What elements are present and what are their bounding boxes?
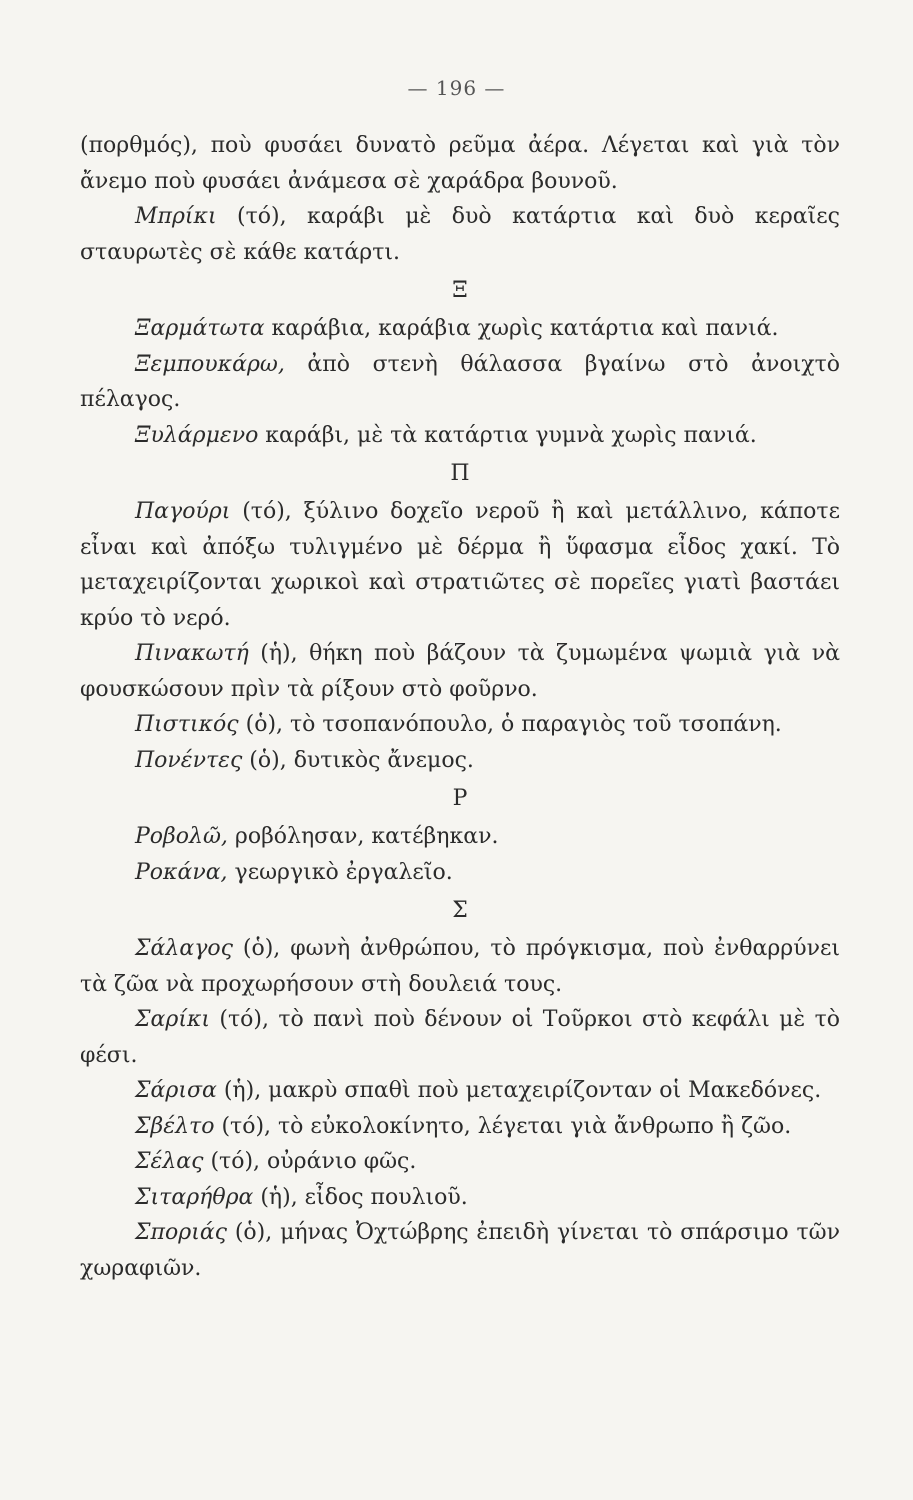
letter-heading: Ξ [452,278,468,303]
entry-term: Σβέλτο [135,1113,215,1139]
entry-definition: (ἡ), θήκη ποὺ βάζουν τὰ ζυμωμένα ψωμιὰ γιὰ νὰ φουσκώσουν πρὶν τὰ ρίξουν στὸ φοῦρνο. [80,641,840,702]
entry-term: Σποριάς [135,1220,227,1245]
glossary-entry [80,636,840,707]
entry-term: Σαρίκι [135,1007,211,1032]
glossary-entry [80,347,840,418]
entry-term: Σιταρήθρα [135,1184,254,1210]
letter-heading: Π [450,461,470,486]
entry-definition: (ὁ), φωνὴ ἀνθρώπου, τὸ πρόγκισμα, ποὺ ἐνθαρρύνει τὰ ζῶα νὰ προχωρήσουν στὴ δουλειά τους. [80,936,840,997]
entry-definition: γεωργικὸ ἐργαλεῖο. [227,859,453,885]
glossary-entry [80,311,840,347]
entry-definition: (ὁ), μήνας Ὀχτώβρης ἐπειδὴ γίνεται τὸ σπάρσιμο τῶν χωραφιῶν. [80,1220,840,1281]
entry-term: Σέλας [135,1149,204,1174]
glossary-entry [80,128,840,199]
glossary-entry [80,855,840,891]
entry-definition: (τό), οὐράνιο φῶς. [203,1149,417,1174]
entry-term: Μπρίκι [135,204,217,229]
entry-term: Πινακωτή [135,641,249,666]
glossary-entry [80,418,840,454]
glossary-entry [80,931,840,1002]
entry-term: Πιστικός [135,712,239,737]
entry-term: Ξαρμάτωτα [135,316,265,341]
entry-definition: (ἡ), μακρὺ σπαθὶ ποὺ μεταχειρίζονταν οἱ Μακεδόνες. [216,1078,822,1103]
glossary-entry [80,1073,840,1109]
glossary-text [80,128,840,1286]
glossary-entry [80,494,840,636]
entry-term: Ροβολῶ, [135,824,228,849]
entry-definition: ἀπὸ στενὴ θάλασσα βγαίνω στὸ ἀνοιχτὸ πέλαγος. [80,351,840,412]
entry-term: Ξεμπουκάρω, [135,351,285,377]
glossary-entry [80,819,840,855]
glossary-entry [80,199,840,270]
entry-term: Σάρισα [135,1078,217,1103]
glossary-entry [80,1144,840,1180]
entry-term: Ξυλάρμενο [135,422,259,448]
entry-definition: (ὁ), δυτικὸς ἄνεμος. [242,747,474,773]
glossary-entry [80,1180,840,1216]
entry-definition: (τό), τὸ πανὶ ποὺ δένουν οἱ Τοῦρκοι στὸ κεφάλι μὲ τὸ φέσι. [80,1007,840,1068]
letter-heading: Ρ [452,786,468,811]
entry-definition: καράβια, καράβια χωρὶς κατάρτια καὶ πανιά. [264,316,779,341]
letter-heading: Σ [452,898,468,923]
entry-definition: (τό), ξύλινο δοχεῖο νεροῦ ἢ καὶ μετάλλινο, κάποτε εἶναι καὶ ἀπόξω τυλιγμένο μὲ δέρμα ἢ ὕφασμα εἶδος χακί. Τὸ μεταχειρίζονται χωρικοὶ καὶ στρατιῶτες σὲ πορεῖες γιατὶ βαστάει κρύο τὸ νερό. [80,499,840,631]
glossary-entry [80,707,840,743]
entry-definition: (πορθμός), ποὺ φυσάει δυνατὸ ρεῦμα ἀέρα. Λέγεται καὶ γιὰ τὸν ἄνεμο ποὺ φυσάει ἀνάμεσα σὲ χαράδρα βουνοῦ. [80,133,840,194]
entry-term: Παγούρι [135,499,231,524]
entry-term: Πονέντες [135,747,243,773]
entry-term: Σάλαγος [135,936,233,961]
glossary-entry [80,1215,840,1286]
entry-definition: ροβόλησαν, κατέβηκαν. [227,824,499,849]
entry-definition: (ὁ), τὸ τσοπανόπουλο, ὁ παραγιὸς τοῦ τσοπάνη. [238,712,782,737]
page-number: — 196 — [407,76,506,100]
entry-definition: (τό), τὸ εὐκολοκίνητο, λέγεται γιὰ ἄνθρωπο ἢ ζῶο. [214,1113,792,1139]
glossary-entry [80,743,840,779]
glossary-entry [80,1002,840,1073]
glossary-entry [80,1109,840,1145]
entry-term: Ροκάνα, [135,859,228,885]
entry-definition: (ἡ), εἶδος πουλιοῦ. [253,1184,468,1210]
entry-definition: καράβι, μὲ τὰ κατάρτια γυμνὰ χωρὶς πανιά. [258,422,757,448]
entry-definition: (τό), καράβι μὲ δυὸ κατάρτια καὶ δυὸ κεραῖες σταυρωτὲς σὲ κάθε κατάρτι. [80,204,840,265]
